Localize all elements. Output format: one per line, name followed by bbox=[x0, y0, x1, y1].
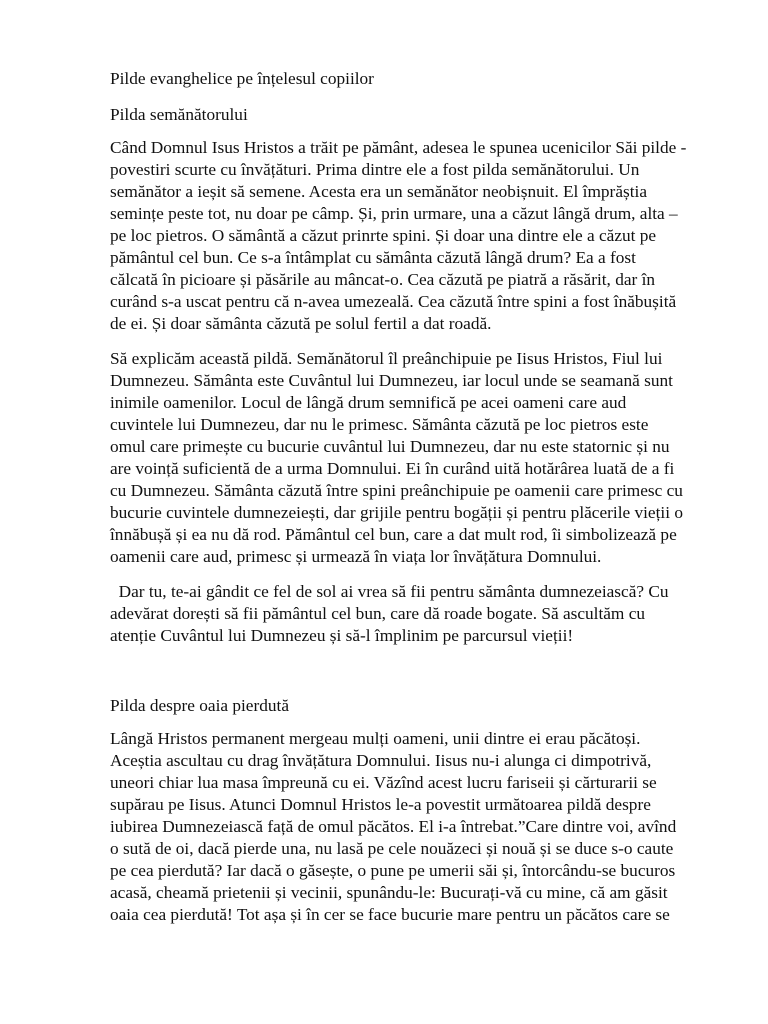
text-line: Lângă Hristos permanent mergeau mulți oameni, unii dintre ei erau păcătoși. bbox=[110, 729, 641, 748]
text-line: oaia cea pierdută! Tot așa și în cer se face bucurie mare pentru un păcătos care se bbox=[110, 905, 670, 924]
text-line: o sută de oi, dacă pierde una, nu lasă pe cele nouăzeci și nouă și se duce s-o caute bbox=[110, 839, 674, 858]
text-line: cu Dumnezeu. Sământa căzută între spini preânchipuie pe oamenii care primesc cu bbox=[110, 481, 683, 500]
section-heading-semanatorului: Pilda semănătorului bbox=[110, 105, 248, 124]
text-line: iubirea Dumnezeiască față de omul păcătos. El i-a întrebat.”Care dintre voi, avînd bbox=[110, 817, 677, 836]
text-line: Dumnezeu. Sământa este Cuvântul lui Dumnezeu, iar locul unde se seamană sunt bbox=[110, 371, 673, 390]
text-line: Când Domnul Isus Hristos a trăit pe pământ, adesea le spunea ucenicilor Săi pilde - bbox=[110, 138, 687, 157]
text-line: cuvintele lui Dumnezeu, dar nu le primesc. Sământa căzută pe loc pietros este bbox=[110, 415, 649, 434]
text-line: inimile oamenilor. Locul de lângă drum semnifică pe acei oameni care aud bbox=[110, 393, 627, 412]
text-line: de ei. Și doar sământa căzută pe solul fertil a dat roadă. bbox=[110, 314, 492, 333]
text-line: oamenii care aud, primesc și urmează în viața lor învățătura Domnului. bbox=[110, 547, 602, 566]
text-line: atenție Cuvântul lui Dumnezeu și să-l împlinim pe parcursul vieții! bbox=[110, 626, 574, 645]
text-line: uneori chiar lua masa împreună cu ei. Văzînd acest lucru fariseii și cărturarii se bbox=[110, 773, 657, 792]
text-line: înnăbușă și ea nu dă rod. Pământul cel bun, care a dat mult rod, îi simbolizează pe bbox=[110, 525, 677, 544]
text-line: supărau pe Iisus. Atunci Domnul Hristos le-a povestit următoarea pildă despre bbox=[110, 795, 651, 814]
text-line: curând s-a uscat pentru că n-avea umezeală. Cea căzută între spini a fost înăbușită bbox=[110, 292, 677, 311]
text-line: semănător a ieșit să semene. Acesta era un semănător neobișnuit. El împrăștia bbox=[110, 182, 647, 201]
text-line: omul care primește cu bucurie cuvântul lui Dumnezeu, dar nu este statornic și nu bbox=[110, 437, 670, 456]
text-line: semințe peste tot, nu doar pe câmp. Și, prin urmare, una a căzut lângă drum, alta – bbox=[110, 204, 678, 223]
text-line: Aceștia ascultau cu drag învățătura Domnului. Iisus nu-i alunga ci dimpotrivă, bbox=[110, 751, 652, 770]
text-line: Să explicăm această pildă. Semănătorul îl preânchipuie pe Iisus Hristos, Fiul lui bbox=[110, 349, 663, 368]
text-line: povestiri scurte cu învățături. Prima dintre ele a fost pilda semănătorului. Un bbox=[110, 160, 640, 179]
section-heading-oaia-pierduta: Pilda despre oaia pierdută bbox=[110, 696, 289, 715]
text-line: bucurie cuvintele dumnezeiești, dar grijile pentru bogății și pentru plăcerile vieții o bbox=[110, 503, 683, 522]
document-title: Pilde evanghelice pe înțelesul copiilor bbox=[110, 69, 374, 88]
text-line: pe cea pierdută? Iar dacă o găsește, o pune pe umerii săi și, întorcându-se bucuros bbox=[110, 861, 676, 880]
text-line: pe loc pietros. O sământă a căzut prinrte spini. Și doar una dintre ele a căzut pe bbox=[110, 226, 657, 245]
text-line: adevărat dorești să fii pământul cel bun, care dă roade bogate. Să ascultăm cu bbox=[110, 604, 646, 623]
text-line: Dar tu, te-ai gândit ce fel de sol ai vrea să fii pentru sământa dumnezeiască? Cu bbox=[110, 582, 669, 601]
text-line: pământul cel bun. Ce s-a întâmplat cu sământa căzută lângă drum? Ea a fost bbox=[110, 248, 636, 267]
text-line: acasă, cheamă prietenii și vecinii, spunându-le: Bucurați-vă cu mine, că am găsit bbox=[110, 883, 668, 902]
text-line: are voință suficientă de a urma Domnului. Ei în curând uită hotărârea luată de a fi bbox=[110, 459, 675, 478]
text-line: călcată în picioare și păsările au mâncat-o. Cea căzută pe piatră a răsărit, dar în bbox=[110, 270, 656, 289]
